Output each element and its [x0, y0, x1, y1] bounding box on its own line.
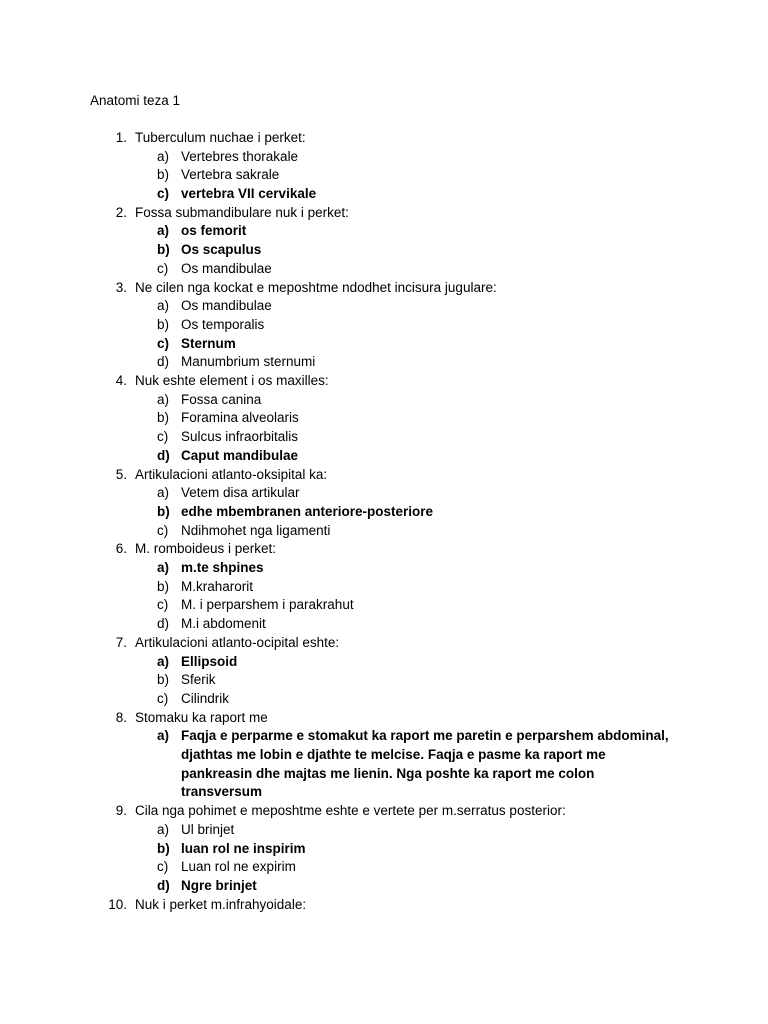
question-item — [0, 204, 768, 279]
answer-letter: b) — [157, 242, 170, 258]
answer-text: Sferik — [181, 672, 216, 688]
question-line — [0, 279, 768, 298]
answer-text: m.te shpines — [181, 560, 264, 576]
answer-letter: c) — [157, 859, 169, 875]
answer-letter: a) — [157, 485, 170, 501]
answer-option — [0, 166, 768, 185]
answer-text: Manumbrium sternumi — [181, 354, 316, 370]
answer-text: luan rol ne inspirim — [181, 840, 306, 856]
answer-text: Foramina alveolaris — [181, 410, 299, 426]
answer-text: M.i abdomenit — [181, 616, 266, 632]
answer-letter: d) — [157, 877, 170, 893]
question-number: 10. — [108, 896, 127, 912]
answer-letter: c) — [157, 690, 169, 706]
answer-text: Vertebra sakrale — [181, 167, 280, 183]
answer-letter: c) — [157, 186, 170, 202]
answer-letter: a) — [157, 728, 170, 744]
question-text: Ne cilen nga kockat e meposhtme ndodhet incisura jugulare: — [135, 279, 497, 295]
answer-option — [0, 297, 768, 316]
answer-text: Fossa canina — [181, 391, 262, 407]
answer-text: Cilindrik — [181, 690, 230, 706]
question-text: Artikulacioni atlanto-ocipital eshte: — [135, 634, 340, 650]
question-text: Nuk i perket m.infrahyoidale: — [135, 896, 307, 912]
answer-text: M. i perparshem i parakrahut — [181, 597, 354, 613]
answer-text: Caput mandibulae — [181, 447, 299, 463]
answer-option-correct — [0, 447, 768, 466]
question-text: Fossa submandibulare nuk i perket: — [135, 204, 349, 220]
answer-text: Faqja e perparme e stomakut ka raport me paretin e perparshem abdominal, djathtas me lobin e djathte te melcise. Faqja e pasme ka raport me pankreasin dhe majtas me lienin. Nga poshte ka raport me colon transversum — [181, 728, 669, 800]
answer-list — [0, 821, 768, 896]
answer-letter: c) — [157, 335, 170, 351]
answer-letter: c) — [157, 522, 169, 538]
question-number: 7. — [115, 634, 127, 650]
question-text: Nuk eshte element i os maxilles: — [135, 373, 329, 389]
answer-letter: c) — [157, 260, 169, 276]
answer-letter: a) — [157, 223, 170, 239]
question-list — [0, 129, 768, 914]
question-number: 6. — [115, 541, 127, 557]
answer-letter: b) — [157, 316, 170, 332]
answer-letter: a) — [157, 391, 170, 407]
answer-text: Os temporalis — [181, 316, 265, 332]
answer-text: Ul brinjet — [181, 821, 235, 837]
question-text: Stomaku ka raport me — [135, 709, 268, 725]
answer-option-correct — [0, 877, 768, 896]
answer-option — [0, 260, 768, 279]
answer-option — [0, 484, 768, 503]
answer-text: os femorit — [181, 223, 247, 239]
answer-option — [0, 671, 768, 690]
question-line — [0, 372, 768, 391]
answer-option — [0, 316, 768, 335]
answer-option-correct — [0, 653, 768, 672]
answer-option-correct — [0, 559, 768, 578]
answer-option-correct — [0, 222, 768, 241]
answer-option-correct — [0, 727, 768, 802]
answer-list — [0, 559, 768, 634]
question-line — [0, 802, 768, 821]
question-line — [0, 466, 768, 485]
answer-text: Os scapulus — [181, 242, 262, 258]
answer-letter: a) — [157, 821, 170, 837]
answer-letter: d) — [157, 447, 170, 463]
answer-list — [0, 391, 768, 466]
answer-option-correct — [0, 503, 768, 522]
answer-list — [0, 653, 768, 709]
answer-letter: a) — [157, 298, 170, 314]
question-item — [0, 466, 768, 541]
answer-option — [0, 578, 768, 597]
question-number: 8. — [115, 709, 127, 725]
question-number: 1. — [115, 130, 127, 145]
answer-letter: a) — [157, 148, 170, 164]
answer-option — [0, 522, 768, 541]
answer-letter: b) — [157, 578, 170, 594]
answer-text: Os mandibulae — [181, 260, 272, 276]
answer-list — [0, 222, 768, 278]
question-line — [0, 540, 768, 559]
question-text: M. romboideus i perket: — [135, 541, 277, 557]
question-item — [0, 540, 768, 634]
answer-option — [0, 690, 768, 709]
answer-letter: d) — [157, 616, 170, 632]
question-line — [0, 709, 768, 728]
answer-text: Ngre brinjet — [181, 877, 257, 893]
answer-option — [0, 409, 768, 428]
answer-option-correct — [0, 335, 768, 354]
answer-option — [0, 353, 768, 372]
answer-option — [0, 428, 768, 447]
answer-option-correct — [0, 241, 768, 260]
question-item — [0, 279, 768, 373]
answer-list — [0, 148, 768, 204]
question-item — [0, 372, 768, 466]
question-text: Cila nga pohimet e meposhtme eshte e vertete per m.serratus posterior: — [135, 803, 566, 819]
question-line — [0, 634, 768, 653]
answer-letter: a) — [157, 560, 170, 576]
question-text: Artikulacioni atlanto-oksipital ka: — [135, 466, 328, 482]
question-line — [0, 129, 768, 148]
answer-text: Sternum — [181, 335, 236, 351]
question-item — [0, 709, 768, 803]
answer-text: Ellipsoid — [181, 653, 238, 669]
answer-letter: b) — [157, 840, 170, 856]
question-number: 9. — [115, 803, 127, 819]
answer-option — [0, 596, 768, 615]
answer-text: Ndihmohet nga ligamenti — [181, 522, 331, 538]
answer-text: Sulcus infraorbitalis — [181, 429, 299, 445]
answer-text: vertebra VII cervikale — [181, 186, 317, 202]
answer-letter: b) — [157, 167, 170, 183]
question-item — [0, 634, 768, 709]
answer-letter: c) — [157, 429, 169, 445]
question-number: 2. — [115, 204, 127, 220]
question-item — [0, 129, 768, 204]
answer-list — [0, 297, 768, 372]
answer-list — [0, 727, 768, 802]
question-line — [0, 204, 768, 223]
answer-text: Os mandibulae — [181, 298, 272, 314]
answer-letter: b) — [157, 410, 170, 426]
question-number: 4. — [115, 373, 127, 389]
question-number: 5. — [115, 466, 127, 482]
answer-text: edhe mbembranen anteriore-posteriore — [181, 503, 434, 519]
answer-letter: a) — [157, 653, 170, 669]
answer-letter: b) — [157, 672, 170, 688]
answer-letter: c) — [157, 597, 169, 613]
answer-text: M.kraharorit — [181, 578, 254, 594]
answer-text: Vetem disa artikular — [181, 485, 300, 501]
answer-list — [0, 484, 768, 540]
answer-letter: b) — [157, 503, 170, 519]
question-text: Tuberculum nuchae i perket: — [135, 130, 306, 145]
answer-option — [0, 821, 768, 840]
answer-option-correct — [0, 840, 768, 859]
answer-option — [0, 615, 768, 634]
answer-letter: d) — [157, 354, 170, 370]
answer-option — [0, 391, 768, 410]
question-item — [0, 802, 768, 896]
answer-option — [0, 858, 768, 877]
document-title: Anatomi teza 1 — [90, 93, 181, 108]
question-item — [0, 896, 768, 915]
question-line — [0, 896, 768, 915]
answer-option-correct — [0, 185, 768, 204]
answer-option — [0, 148, 768, 167]
answer-text: Luan rol ne expirim — [181, 859, 296, 875]
question-number: 3. — [115, 279, 127, 295]
answer-text: Vertebres thorakale — [181, 148, 299, 164]
